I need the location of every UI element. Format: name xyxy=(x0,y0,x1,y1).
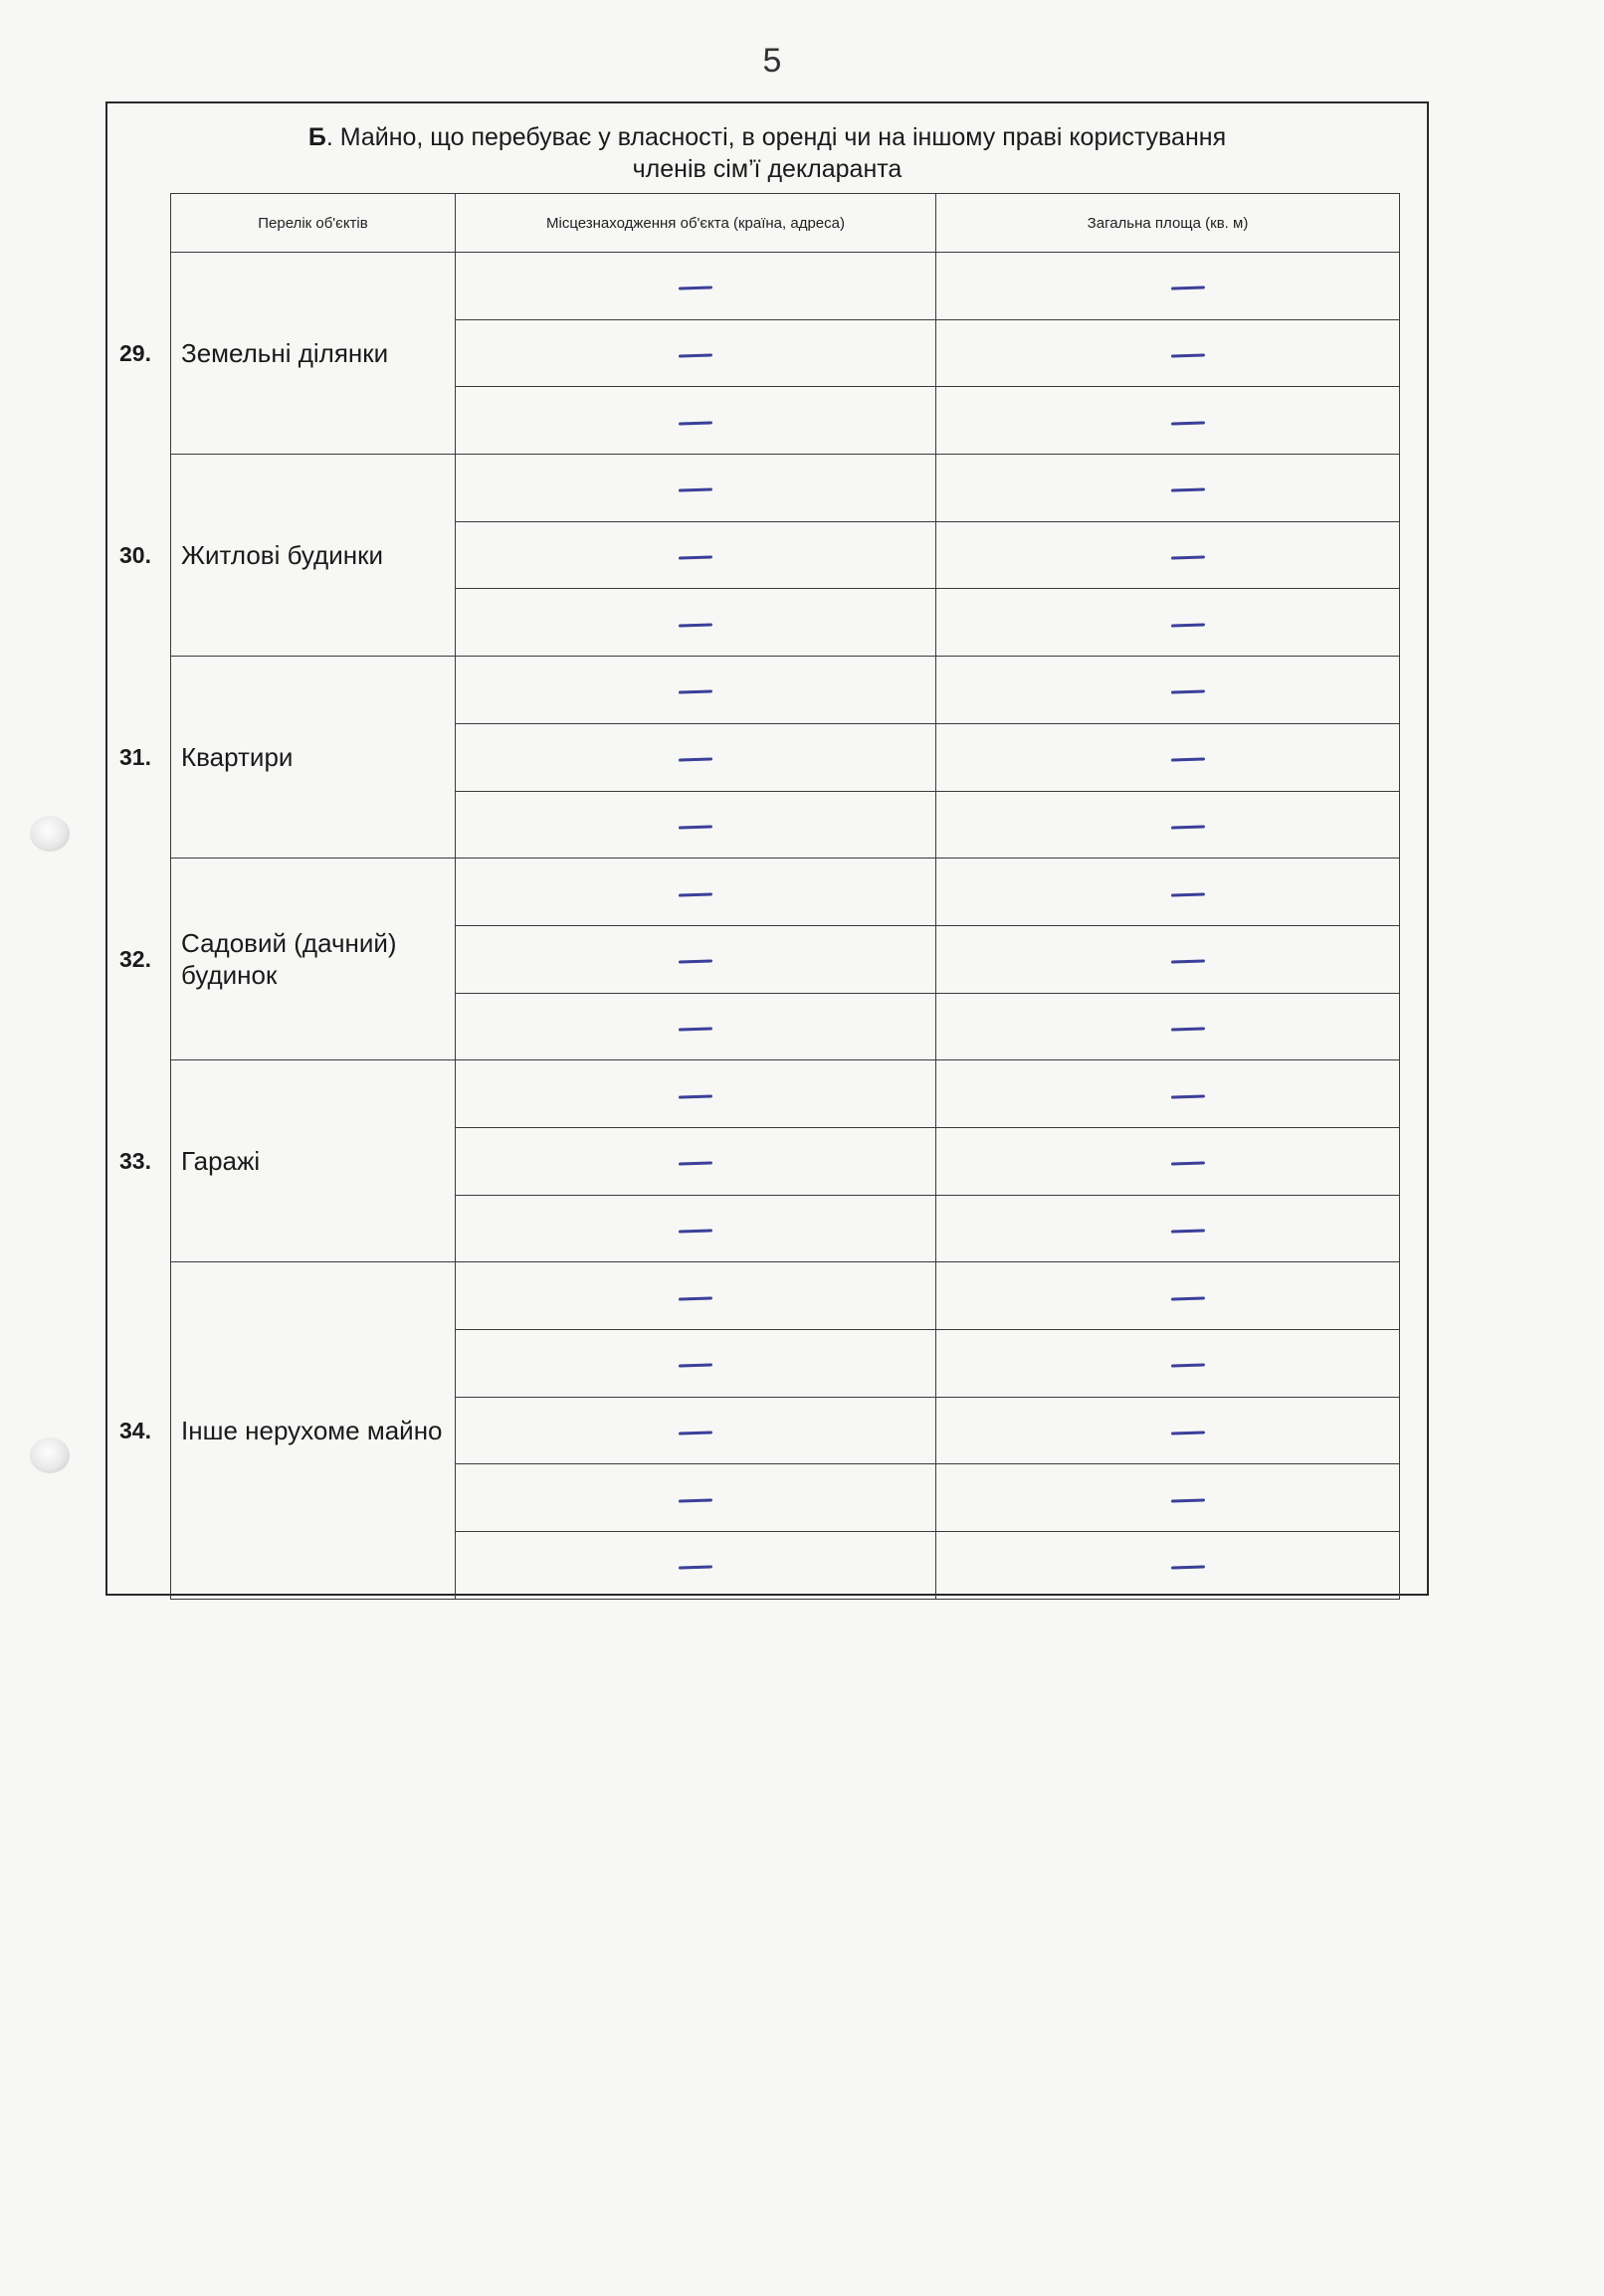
category-number: 33. xyxy=(119,1148,151,1175)
table-row xyxy=(171,657,1400,724)
header-area: Загальна площа (кв. м) xyxy=(936,194,1400,253)
empty-dash-mark xyxy=(1170,892,1204,896)
empty-dash-mark xyxy=(679,556,712,560)
area-cell xyxy=(936,791,1400,859)
location-cell xyxy=(456,1262,936,1330)
assets-table xyxy=(119,193,1400,1600)
empty-dash-mark xyxy=(1170,421,1204,425)
location-cell xyxy=(456,791,936,859)
location-cell xyxy=(456,1330,936,1398)
empty-dash-mark xyxy=(679,1296,712,1300)
empty-dash-mark xyxy=(1170,353,1204,357)
location-cell xyxy=(456,925,936,993)
section-title-line1: . Майно, що перебуває у власності, в оренді чи на іншому праві користування xyxy=(325,123,1227,151)
category-cell xyxy=(119,859,456,1060)
location-cell xyxy=(456,1060,936,1128)
header-location: Місцезнаходження об'єкта (країна, адреса) xyxy=(456,194,936,253)
section-title-line2: членів сім’ї декларанта xyxy=(632,155,902,183)
area-cell xyxy=(936,1195,1400,1262)
table-row xyxy=(171,253,1400,320)
empty-dash-mark xyxy=(679,1364,712,1368)
empty-dash-mark xyxy=(1170,556,1204,560)
area-cell xyxy=(936,1127,1400,1195)
area-cell xyxy=(936,1262,1400,1330)
empty-dash-mark xyxy=(1170,1364,1204,1368)
section-letter: Б xyxy=(307,123,326,151)
empty-dash-mark xyxy=(679,960,712,964)
empty-dash-mark xyxy=(1170,758,1204,762)
area-cell xyxy=(936,925,1400,993)
empty-dash-mark xyxy=(679,1566,712,1570)
category-cell xyxy=(119,455,456,657)
empty-dash-mark xyxy=(1170,1566,1204,1570)
empty-dash-mark xyxy=(679,1431,712,1435)
empty-dash-mark xyxy=(679,1498,712,1502)
empty-dash-mark xyxy=(679,488,712,492)
category-label: Садовий (дачний) будинок xyxy=(181,928,397,991)
location-cell xyxy=(456,387,936,455)
empty-dash-mark xyxy=(1170,1296,1204,1300)
empty-dash-mark xyxy=(679,892,712,896)
empty-dash-mark xyxy=(1170,825,1204,829)
category-number: 32. xyxy=(119,946,151,973)
location-cell xyxy=(456,859,936,926)
category-number: 30. xyxy=(119,542,151,569)
category-label: Інше нерухоме майно xyxy=(181,1416,443,1446)
area-cell xyxy=(936,387,1400,455)
area-cell xyxy=(936,657,1400,724)
area-cell xyxy=(936,723,1400,791)
assets-table-body xyxy=(119,253,1400,1600)
area-cell xyxy=(936,1532,1400,1600)
category-number: 34. xyxy=(119,1418,151,1444)
location-cell xyxy=(456,589,936,657)
empty-dash-mark xyxy=(1170,1162,1204,1166)
location-cell xyxy=(456,521,936,589)
category-cell xyxy=(119,1060,456,1262)
category-label: Житлові будинки xyxy=(181,540,384,571)
empty-dash-mark xyxy=(1170,1498,1204,1502)
area-cell xyxy=(936,521,1400,589)
area-cell xyxy=(936,319,1400,387)
location-cell xyxy=(456,1397,936,1464)
section-b-frame xyxy=(105,101,1429,1596)
empty-dash-mark xyxy=(679,421,712,425)
header-objects: Перелік об'єктів xyxy=(171,194,456,253)
empty-dash-mark xyxy=(679,758,712,762)
table-header-row xyxy=(171,194,1400,253)
empty-dash-mark xyxy=(1170,1027,1204,1031)
area-cell xyxy=(936,1060,1400,1128)
empty-dash-mark xyxy=(679,825,712,829)
category-number: 31. xyxy=(119,744,151,771)
location-cell xyxy=(456,319,936,387)
table-row xyxy=(171,1262,1400,1330)
table-row xyxy=(171,1060,1400,1128)
page-number: 5 xyxy=(762,42,782,80)
category-label: Гаражі xyxy=(181,1146,261,1177)
category-cell xyxy=(119,657,456,859)
empty-dash-mark xyxy=(679,1229,712,1233)
empty-dash-mark xyxy=(1170,960,1204,964)
punch-hole-top xyxy=(30,816,70,852)
empty-dash-mark xyxy=(1170,287,1204,290)
category-label: Земельні ділянки xyxy=(181,338,389,369)
area-cell xyxy=(936,455,1400,522)
area-cell xyxy=(936,1464,1400,1532)
empty-dash-mark xyxy=(679,1162,712,1166)
location-cell xyxy=(456,657,936,724)
punch-hole-bottom xyxy=(30,1437,70,1473)
category-label: Квартири xyxy=(181,742,294,773)
location-cell xyxy=(456,723,936,791)
empty-dash-mark xyxy=(679,1094,712,1098)
location-cell xyxy=(456,253,936,320)
category-cell xyxy=(119,253,456,455)
area-cell xyxy=(936,859,1400,926)
empty-dash-mark xyxy=(679,623,712,627)
empty-dash-mark xyxy=(1170,1431,1204,1435)
category-cell xyxy=(119,1262,456,1599)
empty-dash-mark xyxy=(1170,488,1204,492)
area-cell xyxy=(936,253,1400,320)
empty-dash-mark xyxy=(1170,1094,1204,1098)
empty-dash-mark xyxy=(679,1027,712,1031)
table-row xyxy=(171,455,1400,522)
area-cell xyxy=(936,993,1400,1060)
area-cell xyxy=(936,1330,1400,1398)
section-title xyxy=(107,121,1427,185)
location-cell xyxy=(456,1127,936,1195)
category-number: 29. xyxy=(119,340,151,367)
empty-dash-mark xyxy=(679,690,712,694)
empty-dash-mark xyxy=(1170,690,1204,694)
area-cell xyxy=(936,1397,1400,1464)
location-cell xyxy=(456,455,936,522)
location-cell xyxy=(456,993,936,1060)
empty-dash-mark xyxy=(1170,623,1204,627)
location-cell xyxy=(456,1195,936,1262)
table-row xyxy=(171,859,1400,926)
empty-dash-mark xyxy=(1170,1229,1204,1233)
empty-dash-mark xyxy=(679,353,712,357)
area-cell xyxy=(936,589,1400,657)
location-cell xyxy=(456,1464,936,1532)
empty-dash-mark xyxy=(679,287,712,290)
location-cell xyxy=(456,1532,936,1600)
